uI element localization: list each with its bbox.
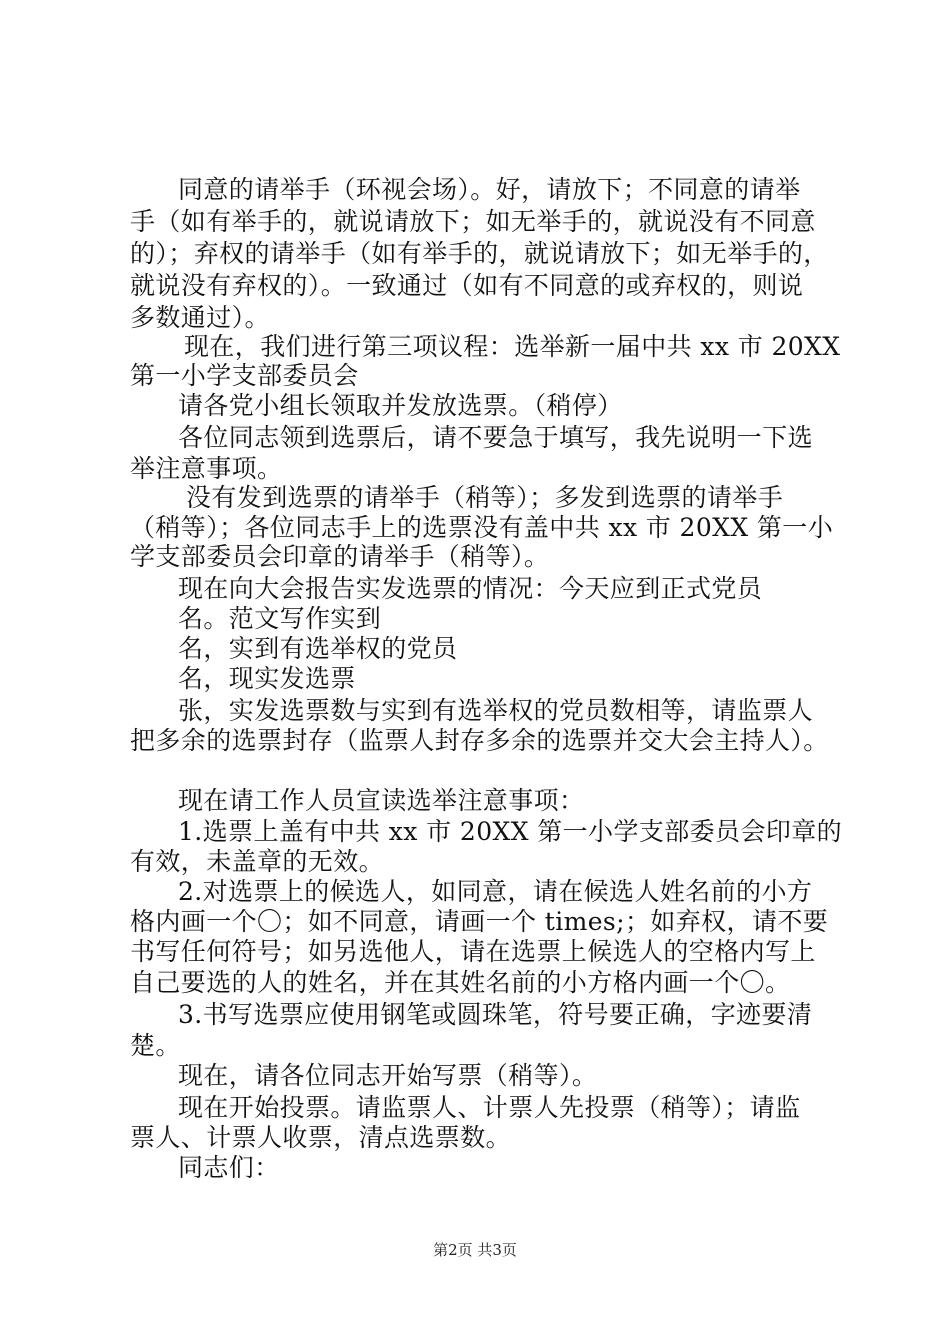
paragraph-line: 把多余的选票封存（监票人封存多余的选票并交大会主持人）。 [130,726,829,755]
paragraph-line: 2.对选票上的候选人，如同意，请在候选人姓名前的小方 [178,877,813,906]
paragraph-line: 学支部委员会印章的请举手（稍等）。 [130,542,550,571]
paragraph-line: 同意的请举手（环视会场）。好，请放下；不同意的请举 [178,175,801,204]
paragraph-line: 举注意事项。 [130,454,283,483]
paragraph-line: 手（如有举手的，就说请放下；如无举手的，就说没有不同意 [130,207,816,236]
paragraph-line: 同志们： [178,1153,280,1182]
paragraph-line: 张，实发选票数与实到有选举权的党员数相等，请监票人 [178,696,814,725]
paragraph-line: 各位同志领到选票后，请不要急于填写，我先说明一下选 [178,423,814,452]
paragraph-line: 票人、计票人收票，清点选票数。 [130,1123,512,1152]
paragraph-line: 没有发到选票的请举手（稍等）；多发到选票的请举手 [186,483,784,512]
paragraph-line: 有效，未盖章的无效。 [130,847,385,876]
paragraph-line: 第一小学支部委员会 [130,361,359,390]
paragraph-line: 现在开始投票。请监票人、计票人先投票（稍等）；请监 [178,1093,801,1122]
paragraph-line: 现在请工作人员宣读选举注意事项： [178,786,585,815]
paragraph-line: 请各党小组长领取并发放选票。（稍停） [178,391,623,420]
paragraph-line: 现在，我们进行第三项议程：选举新一届中共 xx 市 20XX [184,332,841,361]
page-number-footer: 第2页 共3页 [433,1241,517,1259]
paragraph-line: 现在向大会报告实发选票的情况：今天应到正式党员 [178,574,763,603]
paragraph-line: 现在，请各位同志开始写票（稍等）。 [178,1061,598,1090]
paragraph-line: 名，实到有选举权的党员 [178,634,458,663]
paragraph-line: 书写任何符号；如另选他人，请在选票上候选人的空格内写上 [130,937,816,966]
paragraph-line: 就说没有弃权的）。一致通过（如有不同意的或弃权的，则说 [130,271,804,300]
paragraph-line: 楚。 [130,1031,181,1060]
paragraph-line: 格内画一个〇；如不同意，请画一个 times;；如弃权，请不要 [130,907,829,936]
paragraph-line: 多数通过）。 [130,303,270,332]
paragraph-line: 3.书写选票应使用钢笔或圆珠笔，符号要正确，字迹要清 [178,1000,813,1029]
paragraph-line: 的）；弃权的请举手（如有举手的，就说请放下；如无举手的， [130,239,829,268]
paragraph-line: 名，现实发选票 [178,664,356,693]
paragraph-line: 名。范文写作实到 [178,604,382,633]
paragraph-line: （稍等）；各位同志手上的选票没有盖中共 xx 市 20XX 第一小 [130,513,834,542]
paragraph-line: 1.选票上盖有中共 xx 市 20XX 第一小学支部委员会印章的 [178,817,843,846]
paragraph-line: 自己要选的人的姓名，并在其姓名前的小方格内画一个〇。 [130,968,791,997]
